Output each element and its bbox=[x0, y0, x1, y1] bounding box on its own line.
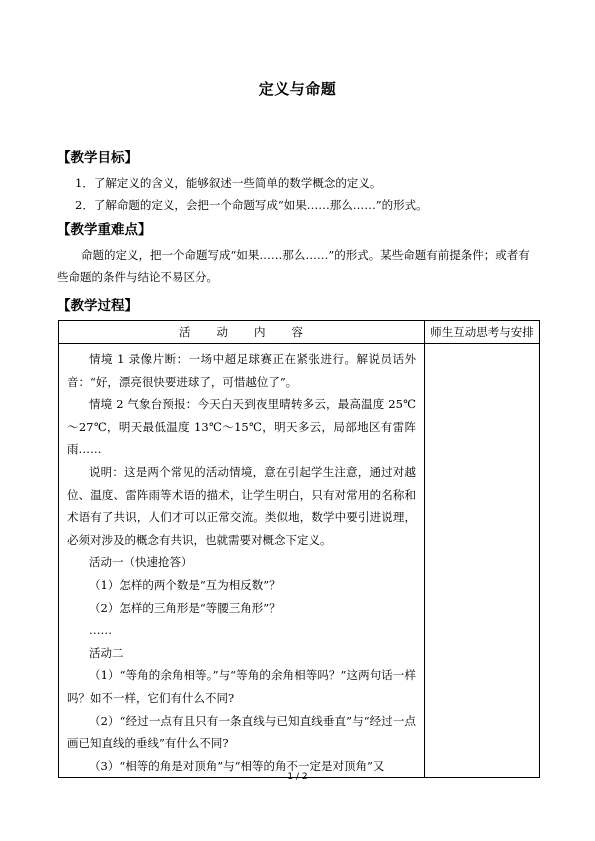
activity-paragraph: （3）“相等的角是对顶角”与“相等的角不一定是对顶角”又 bbox=[89, 758, 385, 773]
page-number: 1 / 2 bbox=[287, 772, 308, 782]
column-header-notes: 师生互动思考与安排 bbox=[425, 321, 540, 344]
activity-paragraph: （2）“经过一点有且只有一条直线与已知直线垂直”与“经过一点画已知直线的垂线”有什么不同? bbox=[67, 713, 416, 751]
objective-item-2: 2．了解命题的定义，会把一个命题写成“如果……那么……”的形式。 bbox=[75, 198, 428, 212]
activity-paragraph: 情境 1 录像片断：一场中超足球赛正在紧张进行。解说员话外音：“好，漂亮很快要进球了，可惜越位了”。 bbox=[67, 352, 416, 389]
notes-cell bbox=[425, 344, 540, 778]
activity-paragraph: 活动二 bbox=[89, 645, 124, 660]
activity-paragraph: （1）“等角的余角相等。”与“等角的余角相等吗？”这两句话一样吗？如不一样，它们有什么不同? bbox=[67, 668, 416, 705]
activity-paragraph: （2）怎样的三角形是“等腰三角形”？ bbox=[89, 600, 281, 615]
activity-paragraph: （1）怎样的两个数是“互为相反数”？ bbox=[89, 577, 281, 592]
activity-content-cell bbox=[59, 344, 425, 778]
keypoints-text: 命题的定义，把一个命题写成“如果……那么……”的形式。某些命题有前提条件；或者有些命题的条件与结论不易区分。 bbox=[57, 248, 530, 284]
objective-item-1: 1．了解定义的含义，能够叙述一些简单的数学概念的定义。 bbox=[75, 176, 382, 190]
activity-paragraph: 情境 2 气象台预报：今天白天到夜里晴转多云，最高温度 25℃～27℃，明天最低温度 13℃～15℃，明天多云，局部地区有雷阵雨…… bbox=[67, 397, 416, 457]
objectives-heading: 【教学目标】 bbox=[57, 150, 138, 166]
activity-paragraph: 说明：这是两个常见的活动情境，意在引起学生注意，通过对越位、温度、雷阵雨等术语的描术，让学生明白，只有对常用的名称和术语有了共识，人们才可以正常交流。类似地，数学中要引进说理，必须对涉及的概念有共识，也就需要对概念下定义。 bbox=[67, 464, 416, 547]
process-heading: 【教学过程】 bbox=[57, 298, 138, 314]
column-header-activity: 活 动 内 容 bbox=[59, 321, 425, 344]
page-title: 定义与命题 bbox=[258, 80, 337, 98]
process-table bbox=[58, 320, 540, 778]
keypoints-heading: 【教学重难点】 bbox=[57, 222, 152, 238]
activity-paragraph: …… bbox=[89, 623, 112, 638]
activity-paragraph: 活动一（快速抢答） bbox=[89, 555, 193, 570]
